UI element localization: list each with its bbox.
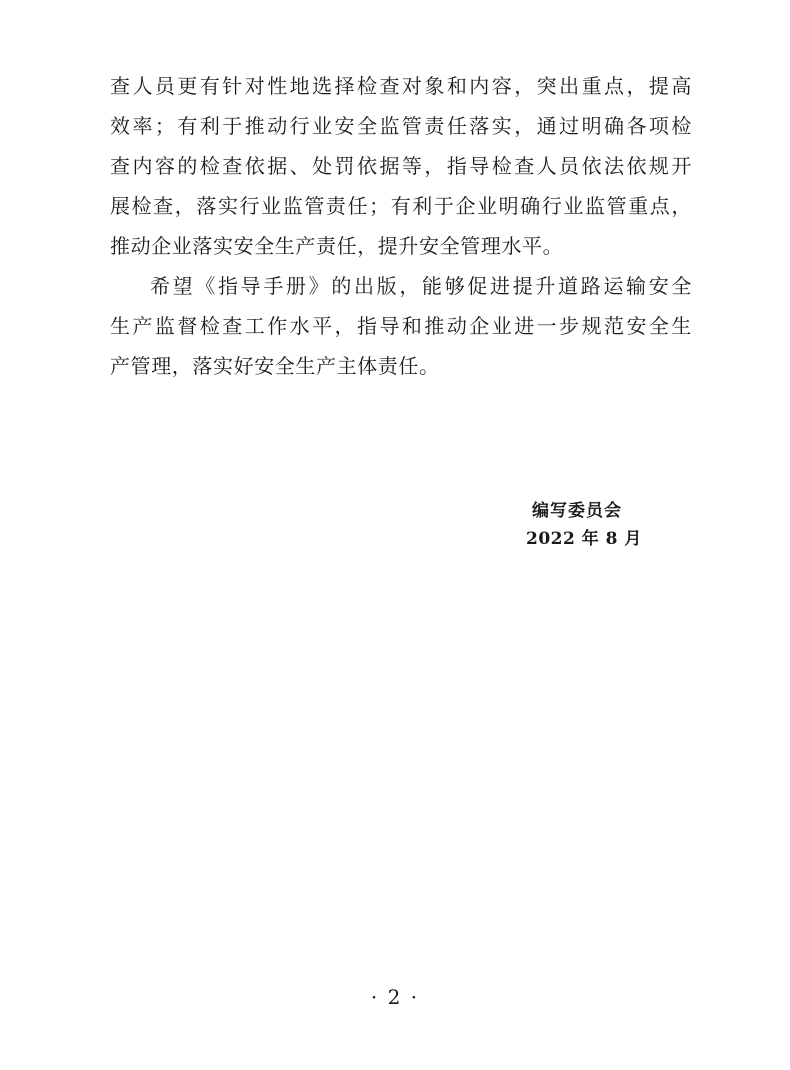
- text-line: 推动企业落实安全生产责任，提升安全管理水平。: [110, 234, 564, 258]
- text-line: 生产监督检查工作水平，指导和推动企业进一步规范安全生: [110, 314, 692, 338]
- signature-organization: 编写委员会: [532, 501, 622, 521]
- text-line: 查内容的检查依据、处罚依据等，指导检查人员依法依规开: [110, 154, 692, 178]
- text-line: 产管理，落实好安全生产主体责任。: [110, 354, 440, 378]
- page-number: · 2 ·: [370, 985, 420, 1009]
- paragraph-1: [110, 66, 692, 266]
- text-line: 展检查，落实行业监管责任；有利于企业明确行业监管重点，: [110, 194, 692, 218]
- paragraph-2: [110, 266, 692, 386]
- signature-date: 2022 年 8 月: [526, 529, 642, 549]
- text-line: 希望《指导手册》的出版，能够促进提升道路运输安全: [150, 274, 692, 298]
- text-line: 查人员更有针对性地选择检查对象和内容，突出重点，提高: [110, 74, 692, 98]
- text-line: 效率；有利于推动行业安全监管责任落实，通过明确各项检: [110, 114, 692, 138]
- body-text: [110, 66, 692, 386]
